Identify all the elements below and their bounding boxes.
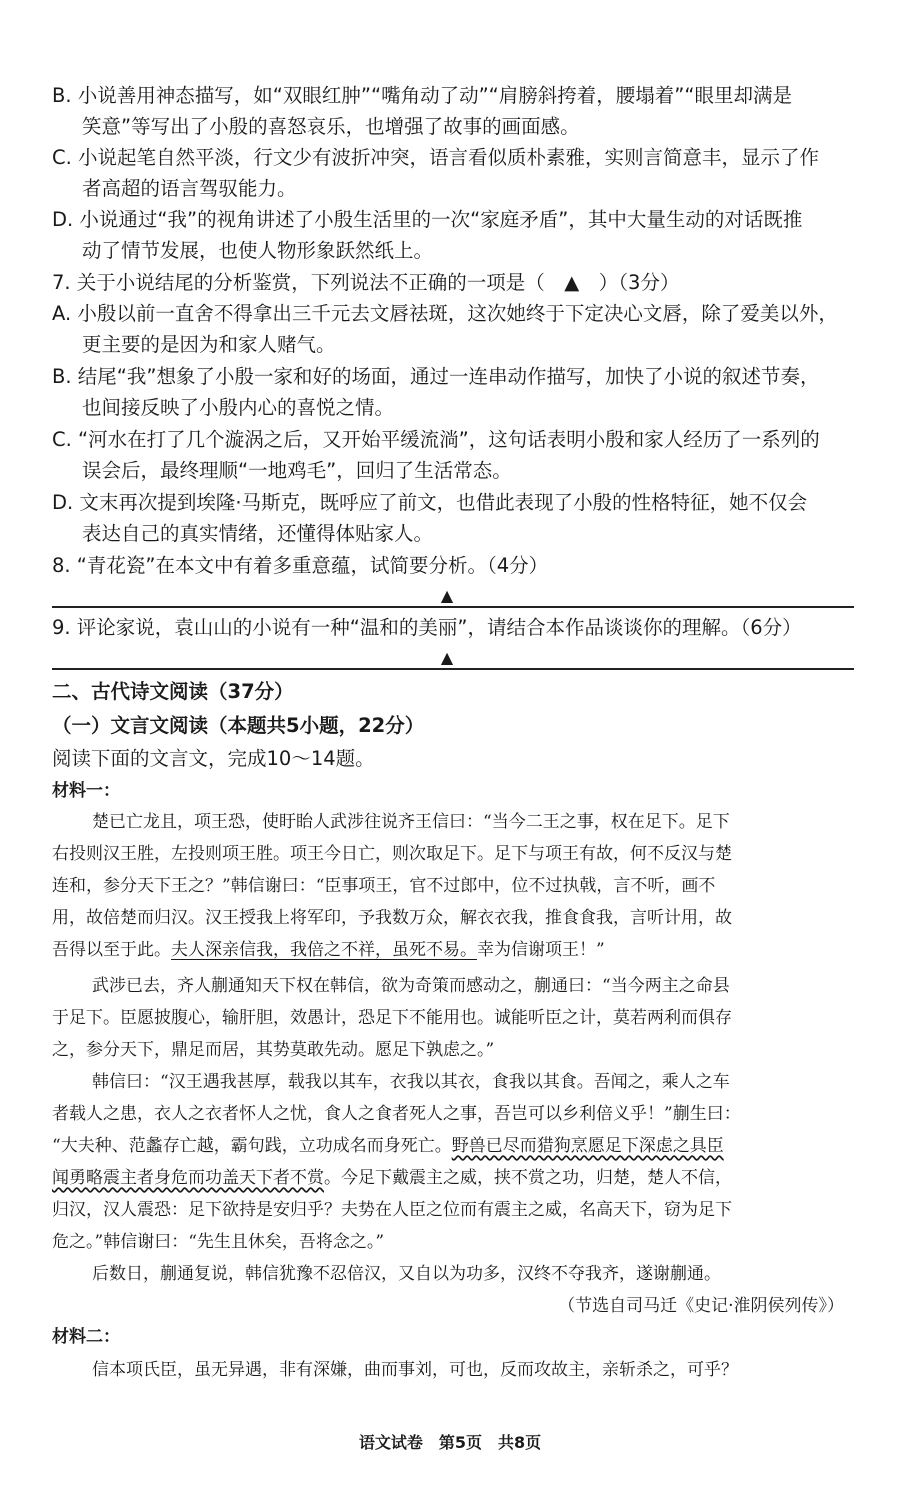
material-1-line-8: 之，参分天下，鼎足而居，其势莫敢先动。愿足下孰虑之。” — [52, 1040, 495, 1060]
line-5-text-b: 幸为信谢项王！” — [477, 940, 605, 960]
q7-option-b-line1: B. 结尾“我”想象了小殷一家和好的场面，通过一连串动作描写，加快了小说的叙述节奏， — [52, 365, 820, 388]
q7-option-b-line2: 也间接反映了小殷内心的喜悦之情。 — [82, 396, 395, 419]
material-1-line-14: 危之。”韩信谢曰：“先生且休矣，吾将念之。” — [52, 1232, 385, 1252]
q7-option-c-line1: C. “河水在打了几个漩涡之后，又开始平缓流淌”，这句话表明小殷和家人经历了一系列的 — [52, 428, 820, 451]
material-2-line-1: 信本项氏臣，虽无异遇，非有深嫌，曲而事刘，可也，反而攻故主，亲斩杀之，可乎？ — [92, 1360, 738, 1380]
q6-option-b-line2: 笑意”等写出了小殷的喜怒哀乐，也增强了故事的画面感。 — [82, 115, 580, 138]
q8-stem: 8. “青花瓷”在本文中有着多重意蕴，试简要分析。（4分） — [52, 554, 549, 577]
material-1-label: 材料一： — [52, 781, 120, 801]
material-1-line-6: 武涉已去，齐人蒯通知天下权在韩信，欲为奇策而感动之，蒯通曰：“当今两主之命县 — [92, 976, 730, 996]
subsection-title: （一）文言文阅读（本题共5小题，22分） — [52, 714, 425, 737]
line-12-text-b: 。今足下戴震主之威，挟不赏之功，归楚，楚人不信， — [324, 1168, 732, 1188]
q7-stem: 7. 关于小说结尾的分析鉴赏，下列说法不正确的一项是（ ▲ ）（3分） — [52, 271, 680, 294]
q6-option-d-line2: 动了情节发展，也使人物形象跃然纸上。 — [82, 239, 434, 262]
material-1-line-3: 连和，参分天下王之？”韩信谢曰：“臣事项王，官不过郎中，位不过执戟，言不听，画不 — [52, 876, 716, 896]
material-1-line-1: 楚已亡龙且，项王恐，使盱眙人武涉往说齐王信曰：“当今二王之事，权在足下。足下 — [92, 812, 730, 832]
material-1-line-9: 韩信曰：“汉王遇我甚厚，载我以其车，衣我以其衣，食我以其食。吾闻之，乘人之车 — [92, 1072, 730, 1092]
material-1-line-10: 者载人之患，衣人之衣者怀人之忧，食人之食者死人之事，吾岂可以乡利倍义乎！”蒯生曰： — [52, 1104, 741, 1124]
material-1-line-4: 用，故倍楚而归汉。汉王授我上将军印，予我数万众，解衣衣我，推食食我，言听计用，故 — [52, 908, 732, 928]
reading-instruction: 阅读下面的文言文，完成10～14题。 — [52, 747, 375, 770]
q9-stem: 9. 评论家说，袁山山的小说有一种“温和的美丽”，请结合本作品谈谈你的理解。（6分） — [52, 616, 802, 639]
material-1-line-5 — [52, 934, 857, 966]
material-1-line-2: 右投则汉王胜，左投则项王胜。项王今日亡，则次取足下。足下与项王有故，何不反汉与楚 — [52, 844, 732, 864]
q6-option-c-line1: C. 小说起笔自然平淡，行文少有波折冲突，语言看似质朴素雅，实则言简意丰，显示了作 — [52, 146, 820, 169]
wavy-underlined-sentence-part1: 野兽已尽而猎狗烹愿足下深虑之具臣 — [451, 1136, 724, 1156]
q9-answer-line[interactable] — [52, 668, 854, 670]
q6-option-c-line2: 者高超的语言驾驭能力。 — [82, 177, 297, 200]
underlined-sentence: 夫人深亲信我，我倍之不祥，虽死不易。 — [171, 940, 477, 960]
q8-answer-line[interactable] — [52, 606, 854, 608]
q7-option-a-line2: 更主要的是因为和家人赌气。 — [82, 333, 336, 356]
line-11-text-a: “大夫种、范蠡存亡越，霸句践，立功成名而身死亡。 — [52, 1136, 452, 1156]
wavy-underlined-sentence-part2: 闻勇略震主者身危而功盖天下者不赏 — [52, 1168, 324, 1188]
q7-option-c-line2: 误会后，最终理顺“一地鸡毛”，回归了生活常态。 — [82, 459, 512, 482]
material-1-source: （节选自司马迁《史记·淮阴侯列传》） — [558, 1296, 844, 1316]
q6-option-d-line1: D. 小说通过“我”的视角讲述了小殷生活里的一次“家庭矛盾”，其中大量生动的对话既推 — [52, 208, 803, 231]
q6-option-b-line1: B. 小说善用神态描写，如“双眼红肿”“嘴角动了动”“肩膀斜挎着，腰塌着”“眼里却满是 — [52, 84, 792, 107]
line-5-text-a: 吾得以至于此。 — [52, 940, 171, 960]
q8-answer-mark: ▲ — [440, 586, 454, 605]
section-title: 二、古代诗文阅读（37分） — [52, 680, 294, 703]
material-1-line-13: 归汉，汉人震恐：足下欲持是安归乎？夫势在人臣之位而有震主之威，名高天下，窃为足下 — [52, 1200, 732, 1220]
material-2-label: 材料二： — [52, 1327, 120, 1347]
material-1-line-12 — [52, 1162, 857, 1194]
material-1-line-7: 于足下。臣愿披腹心，输肝胆，效愚计，恐足下不能用也。诚能听臣之计，莫若两利而俱存 — [52, 1008, 732, 1028]
q7-option-a-line1: A. 小殷以前一直舍不得拿出三千元去文唇祛斑，这次她终于下定决心文唇，除了爱美以外， — [52, 302, 838, 325]
material-1-line-11 — [52, 1130, 857, 1162]
page-footer: 语文试卷 第5页 共8页 — [358, 1433, 542, 1452]
q7-option-d-line1: D. 文末再次提到埃隆·马斯克，既呼应了前文，也借此表现了小殷的性格特征，她不仅会 — [52, 491, 808, 514]
q9-answer-mark: ▲ — [440, 648, 454, 667]
material-1-line-15: 后数日，蒯通复说，韩信犹豫不忍倍汉，又自以为功多，汉终不夺我齐，遂谢蒯通。 — [92, 1264, 721, 1284]
q7-option-d-line2: 表达自己的真实情绪，还懂得体贴家人。 — [82, 522, 434, 545]
